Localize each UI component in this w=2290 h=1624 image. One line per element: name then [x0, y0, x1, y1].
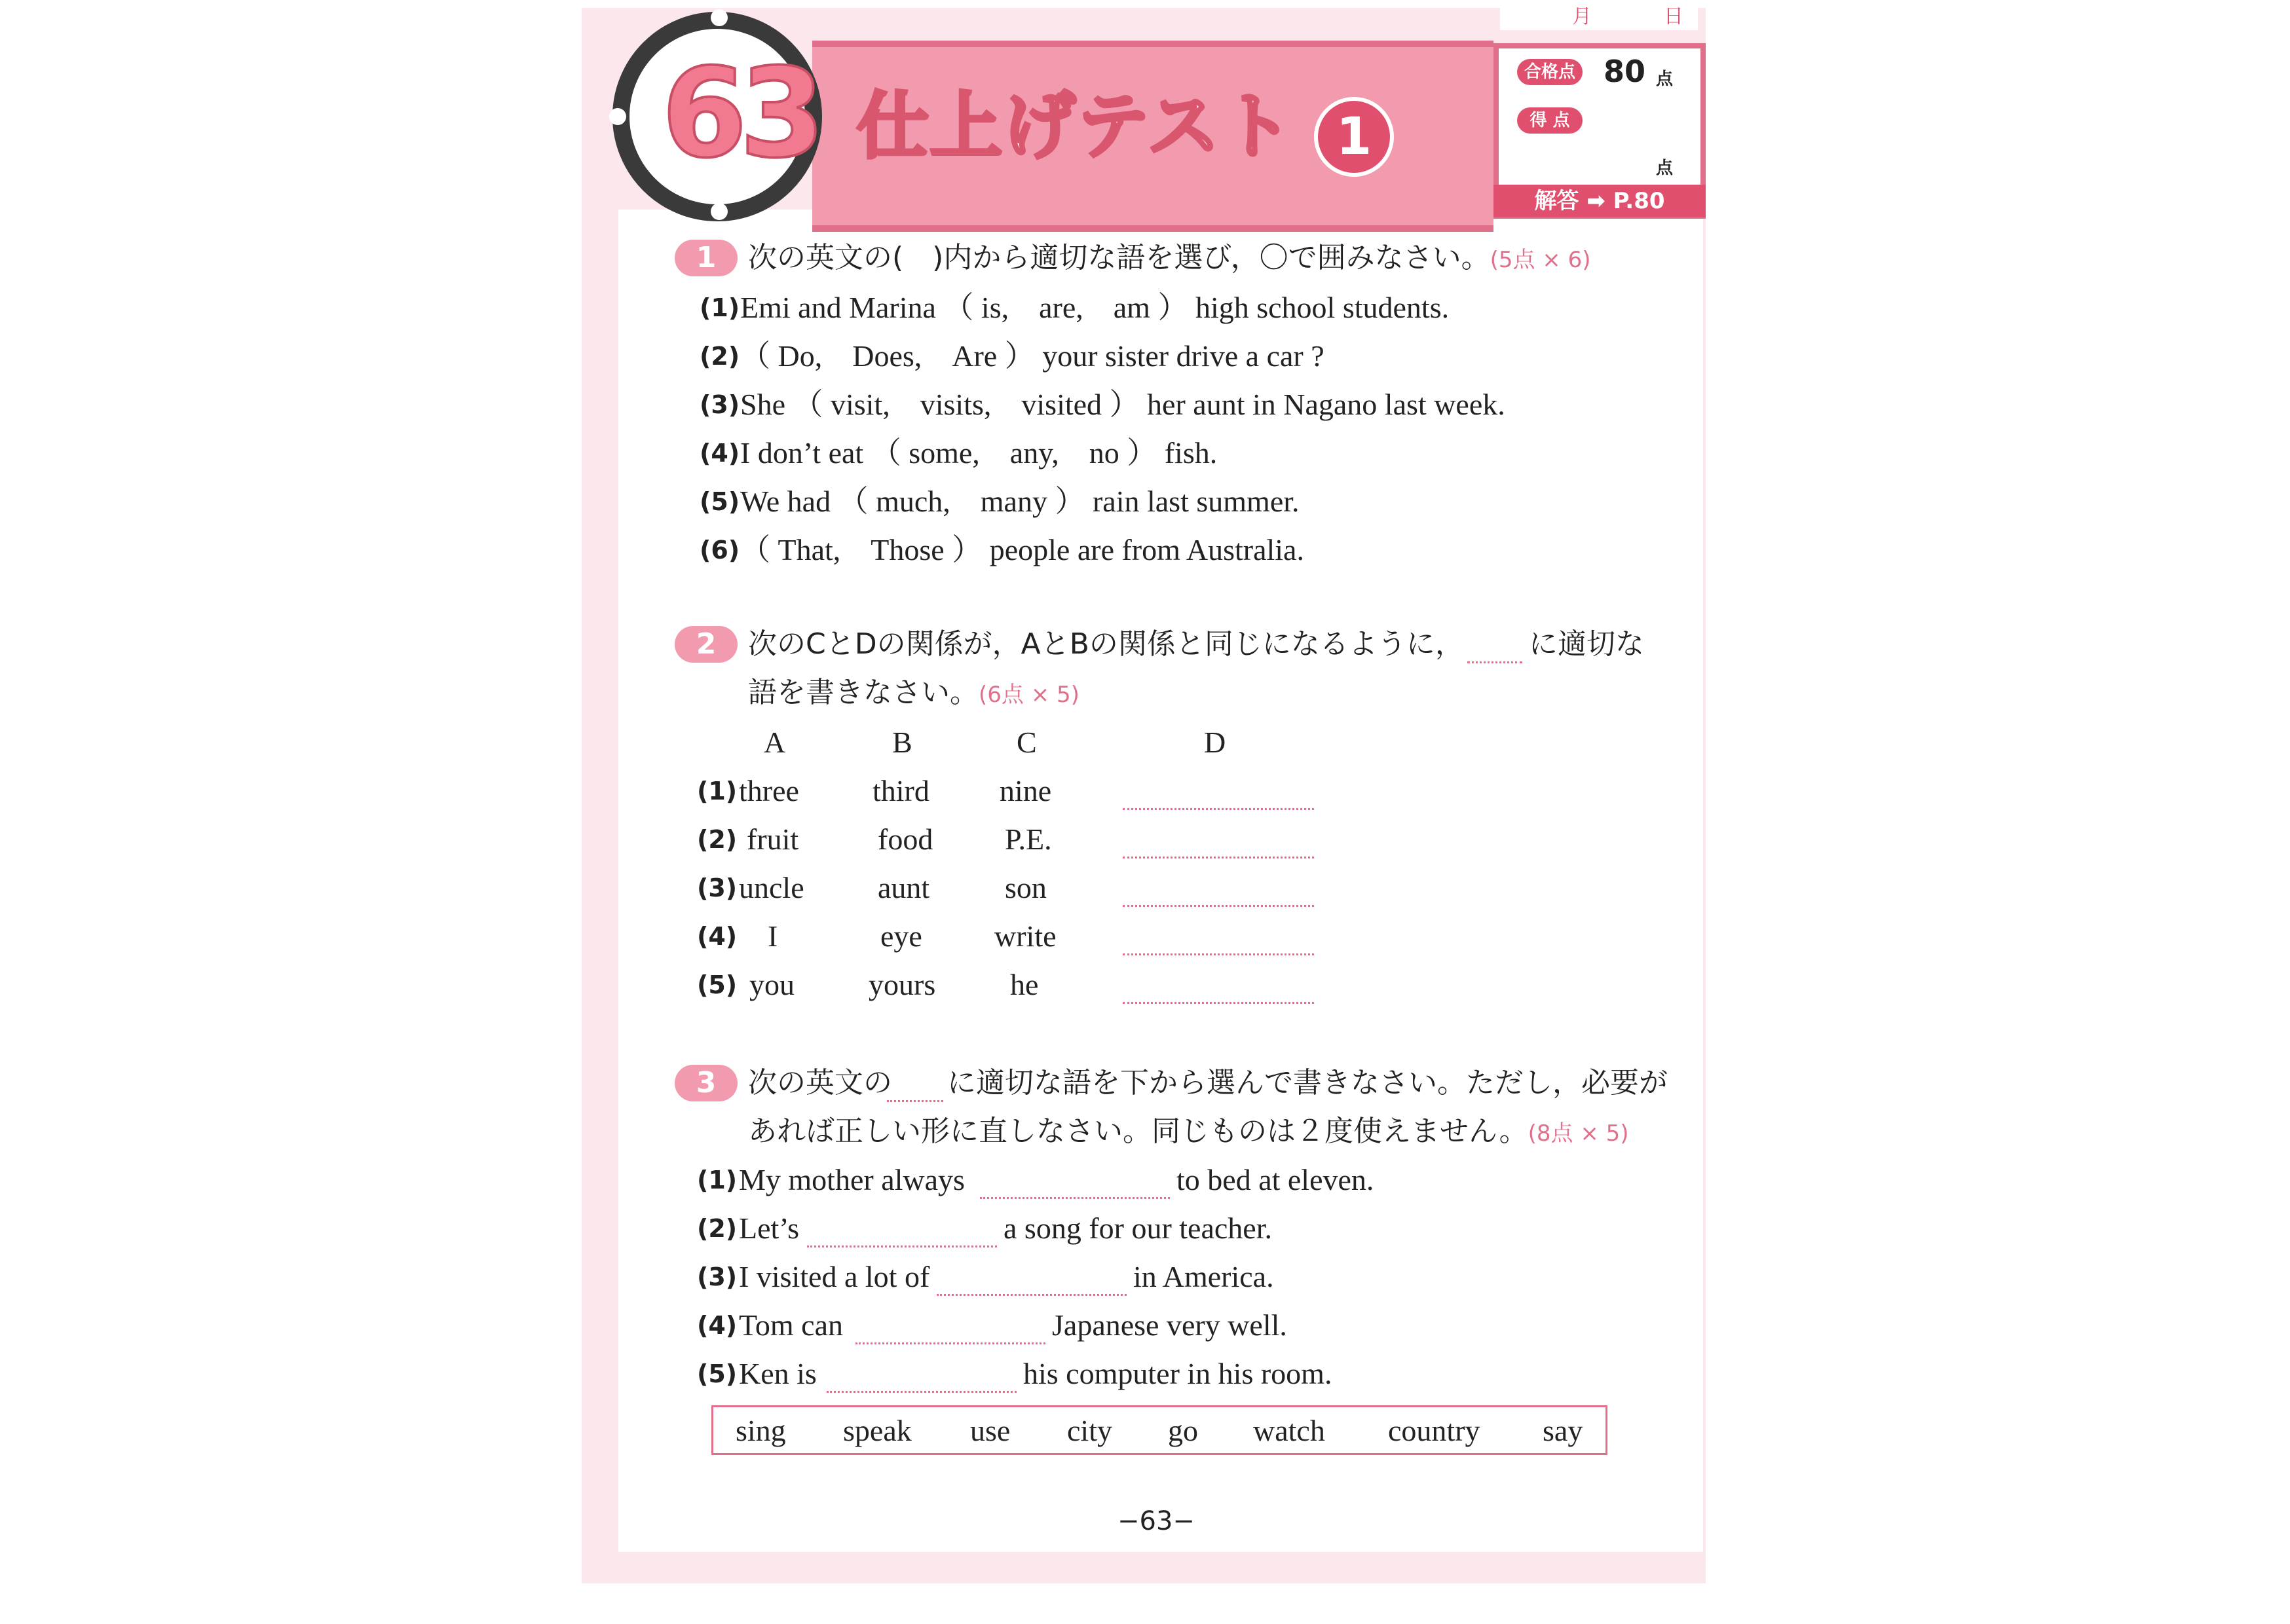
- q1-item-text[interactable]: （ Do, Does, Are ） your sister drive a car ?: [740, 339, 1324, 373]
- q3-item-number: (4): [697, 1311, 738, 1340]
- q1-item-text[interactable]: （ That, Those ） people are from Australia.: [740, 533, 1304, 566]
- word-bank-item: sing: [736, 1414, 786, 1447]
- q3-item-before: My mother always: [739, 1163, 965, 1196]
- q2-cell-b: yours: [869, 968, 936, 1001]
- score-input[interactable]: [1592, 105, 1651, 170]
- q2-instruction-text: 語を書きなさい。: [748, 676, 979, 709]
- q3-instruction-text: あれば正しい形に直しなさい。同じものは２度使えません。: [748, 1115, 1528, 1148]
- page-title: 仕上げテスト: [857, 84, 1294, 168]
- q3-item-after: to bed at eleven.: [1176, 1163, 1374, 1196]
- answer-blank[interactable]: [1123, 905, 1314, 907]
- pass-unit: 点: [1656, 69, 1674, 89]
- q2-cell-b: aunt: [878, 871, 930, 904]
- answer-reference: 解答 ➡ P.80: [1493, 185, 1706, 217]
- q3-instruction-line1-start: 次の英文の: [748, 1066, 892, 1099]
- q2-cell-c: he: [1010, 968, 1039, 1001]
- score-unit: 点: [1656, 158, 1674, 178]
- q1-item-number: (6): [700, 536, 740, 564]
- title-number: 1: [1314, 97, 1394, 177]
- q1-item-number: (1): [700, 293, 740, 322]
- question-3-badge: 3: [675, 1065, 738, 1101]
- answer-blank[interactable]: [1123, 808, 1314, 810]
- column-header-c: C: [1017, 726, 1037, 759]
- word-bank-item: city: [1067, 1414, 1112, 1447]
- q3-item-before: I visited a lot of: [739, 1260, 930, 1293]
- q2-cell-c: son: [1005, 871, 1047, 904]
- q3-instruction-line2: [748, 1112, 1629, 1153]
- q2-cell-c: P.E.: [1005, 822, 1052, 856]
- question-1-instruction: [748, 238, 1590, 280]
- q2-instruction-line2: [748, 673, 1079, 714]
- answer-blank[interactable]: [807, 1246, 997, 1247]
- date-field[interactable]: [1500, 0, 1698, 30]
- column-header-a: A: [764, 726, 786, 759]
- word-bank-item: speak: [843, 1414, 912, 1447]
- q2-instruction-blank: [1467, 661, 1522, 663]
- date-day-label: 日: [1664, 5, 1683, 28]
- q3-item-before: Ken is: [739, 1357, 817, 1390]
- q3-instruction-line1-end: に適切な語を下から選んで書きなさい。ただし，必要が: [947, 1066, 1668, 1099]
- q3-instruction-blank: [887, 1100, 943, 1102]
- q1-item-text[interactable]: Emi and Marina （ is, are, am ） high school students.: [740, 291, 1450, 324]
- question-1-badge: 1: [675, 240, 738, 276]
- q2-cell-a: uncle: [739, 871, 804, 904]
- pass-label: 合格点: [1517, 59, 1583, 85]
- q2-cell-c: write: [994, 919, 1057, 953]
- ring-notch: [711, 9, 728, 26]
- q2-cell-a: you: [749, 968, 795, 1001]
- q2-cell-b: eye: [880, 919, 922, 953]
- score-label: 得 点: [1517, 107, 1583, 134]
- q2-instruction-line1: 次のCとDの関係が，AとBの関係と同じになるように，: [748, 627, 1464, 661]
- ring-notch: [711, 203, 728, 220]
- q1-item-number: (2): [700, 342, 740, 371]
- q3-points: (8点 × 5): [1528, 1120, 1629, 1147]
- answer-blank[interactable]: [1123, 1002, 1314, 1004]
- q1-item-text[interactable]: I don’t eat （ some, any, no ） fish.: [740, 436, 1218, 470]
- q2-row-number: (1): [697, 777, 738, 805]
- answer-blank[interactable]: [937, 1294, 1127, 1296]
- answer-blank[interactable]: [1123, 857, 1314, 858]
- q2-cell-b: third: [873, 774, 929, 807]
- q2-cell-a: fruit: [747, 822, 799, 856]
- q1-instruction-text: 次の英文の( )内から適切な語を選び，〇で囲みなさい。: [748, 241, 1490, 274]
- q2-row-number: (4): [697, 922, 738, 951]
- q3-item-number: (5): [697, 1359, 738, 1388]
- column-header-b: B: [892, 726, 912, 759]
- q2-instruction-line1-end: に適切な: [1529, 627, 1644, 661]
- q3-item-number: (2): [697, 1214, 738, 1243]
- q2-row-number: (5): [697, 970, 738, 999]
- word-bank-item: use: [970, 1414, 1011, 1447]
- question-2-badge: 2: [675, 626, 738, 663]
- q3-item-number: (1): [697, 1166, 738, 1194]
- q3-item-after: Japanese very well.: [1052, 1308, 1287, 1342]
- column-header-d: D: [1204, 726, 1226, 759]
- q3-item-before: Tom can: [739, 1308, 844, 1342]
- q2-cell-a: three: [739, 774, 799, 807]
- q2-row-number: (2): [697, 825, 738, 854]
- q2-row-number: (3): [697, 874, 738, 902]
- q3-item-after: in America.: [1133, 1260, 1274, 1293]
- date-month-label: 月: [1572, 5, 1592, 28]
- q1-item-number: (4): [700, 439, 740, 468]
- q3-item-after: a song for our teacher.: [1004, 1211, 1273, 1245]
- word-bank-item: country: [1388, 1414, 1480, 1447]
- ring-notch: [609, 108, 626, 125]
- pass-score: 80: [1604, 54, 1646, 89]
- q3-item-before: Let’s: [739, 1211, 799, 1245]
- q2-cell-a: I: [768, 919, 778, 953]
- q2-cell-b: food: [878, 822, 933, 856]
- q3-item-number: (3): [697, 1263, 738, 1291]
- q1-item-text[interactable]: We had （ much, many ） rain last summer.: [740, 485, 1300, 518]
- q2-cell-c: nine: [1000, 774, 1052, 807]
- answer-blank[interactable]: [980, 1197, 1170, 1199]
- q1-item-number: (3): [700, 390, 740, 419]
- word-bank-item: say: [1543, 1414, 1583, 1447]
- answer-blank[interactable]: [827, 1391, 1017, 1393]
- q3-item-after: his computer in his room.: [1023, 1357, 1332, 1390]
- q1-item-number: (5): [700, 487, 740, 516]
- q1-points: (5点 × 6): [1490, 247, 1591, 273]
- q2-points: (6点 × 5): [979, 682, 1079, 708]
- page-number: −63−: [1117, 1506, 1195, 1536]
- word-bank-item: watch: [1253, 1414, 1325, 1447]
- answer-blank[interactable]: [1123, 953, 1314, 955]
- lesson-number: 63: [662, 42, 817, 185]
- q1-item-text[interactable]: She （ visit, visits, visited ） her aunt in Nagano last week.: [740, 388, 1505, 421]
- word-bank: [711, 1405, 1607, 1455]
- word-bank-item: go: [1168, 1414, 1198, 1447]
- answer-blank[interactable]: [855, 1342, 1045, 1344]
